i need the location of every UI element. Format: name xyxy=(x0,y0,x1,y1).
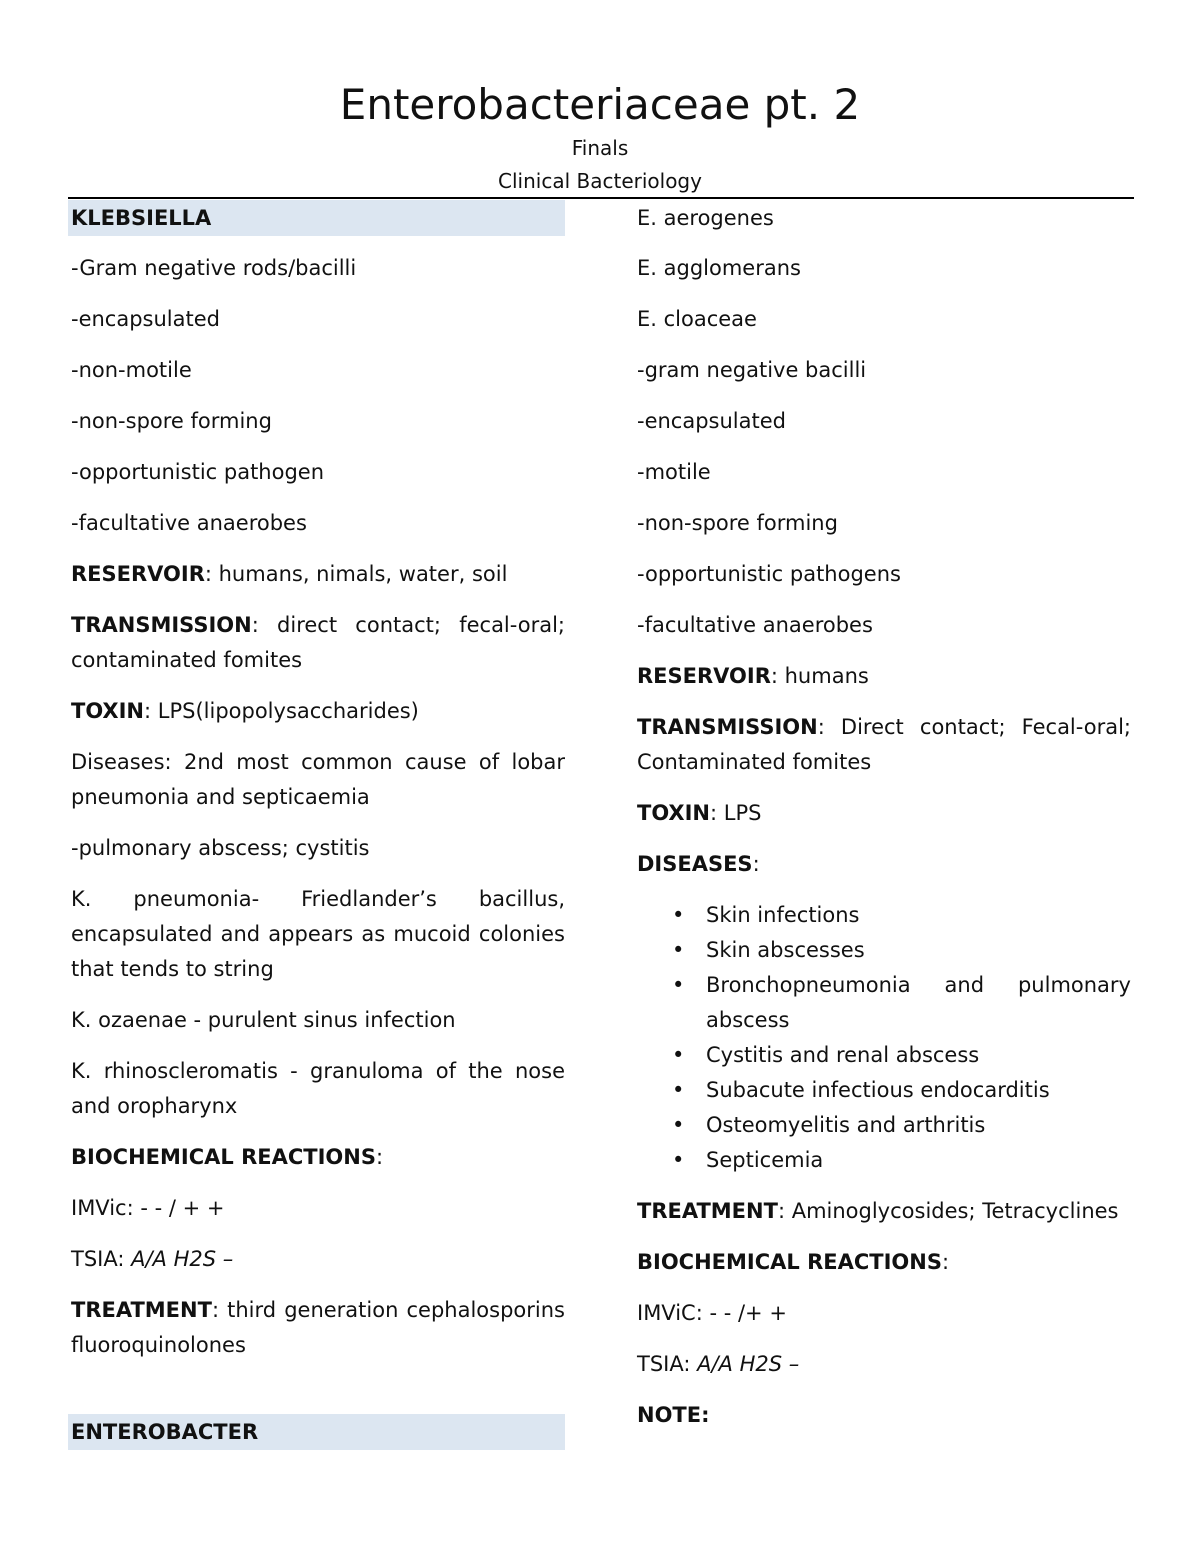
list-item: • Subacute infectious endocarditis xyxy=(634,1073,1131,1108)
diseases-label: DISEASES xyxy=(637,852,753,876)
trait-item: -encapsulated xyxy=(637,409,786,433)
transmission-value: : direct contact; fecal-oral; contaminated fomites xyxy=(71,613,565,672)
toxin-line xyxy=(634,796,1131,831)
treatment-line xyxy=(634,1194,1131,1229)
page-title: Enterobacteriaceae pt. 2 xyxy=(339,80,861,129)
trait-item: -non-motile xyxy=(71,358,192,382)
k-rhinoscleromatis-line: K. rhinoscleromatis - granuloma of the nose and oropharynx xyxy=(71,1059,565,1118)
transmission-value: : Direct contact; Fecal-oral; Contaminated fomites xyxy=(637,715,1131,774)
treatment-value: Aminoglycosides; Tetracyclines xyxy=(791,1199,1119,1223)
toxin-label: TOXIN xyxy=(71,699,145,723)
transmission-label: TRANSMISSION xyxy=(71,613,252,637)
bullet-icon: • xyxy=(672,973,685,997)
bullet-icon: • xyxy=(672,1043,685,1067)
biochem-label: BIOCHEMICAL REACTIONS xyxy=(71,1145,376,1169)
trait-item: -opportunistic pathogens xyxy=(637,562,901,586)
bullet-icon: • xyxy=(672,1113,685,1137)
reservoir-value: : humans, nimals, water, soil xyxy=(204,562,508,586)
reservoir-label: RESERVOIR xyxy=(71,562,205,586)
biochem-colon: : xyxy=(941,1250,950,1274)
bullet-icon: • xyxy=(672,1148,685,1172)
diseases-colon: : xyxy=(752,852,760,876)
reservoir-line xyxy=(634,659,1131,694)
biochem-line xyxy=(68,1140,565,1175)
list-item: • Skin abscesses xyxy=(634,933,1131,968)
left-column xyxy=(68,200,565,1465)
toxin-label: TOXIN xyxy=(637,801,711,825)
list-item: • Bronchopneumonia and pulmonary abscess xyxy=(634,968,1131,1038)
treatment-colon: : xyxy=(777,1199,786,1223)
tsia-line xyxy=(634,1347,1131,1382)
treatment-label: TREATMENT xyxy=(637,1199,778,1223)
list-item: • Septicemia xyxy=(634,1143,1131,1178)
tsia-value: A/A H2S – xyxy=(131,1247,234,1271)
species-item: E. aerogenes xyxy=(637,206,774,230)
disease-list xyxy=(634,898,1131,1178)
tsia-value: A/A H2S – xyxy=(697,1352,800,1376)
list-item: • Skin infections xyxy=(634,898,1131,933)
title-divider xyxy=(68,197,1134,199)
treatment-value: : third generation cephalosporins fluoroquinolones xyxy=(71,1298,565,1357)
list-item: • Osteomyelitis and arthritis xyxy=(634,1108,1131,1143)
trait-item: -opportunistic pathogen xyxy=(71,460,325,484)
trait-item: -gram negative bacilli xyxy=(637,358,867,382)
list-item: • Cystitis and renal abscess xyxy=(634,1038,1131,1073)
tsia-line xyxy=(68,1242,565,1277)
toxin-value: : LPS(lipopolysaccharides) xyxy=(144,699,419,723)
diseases-line: Diseases: 2nd most common cause of lobar pneumonia and septicaemia xyxy=(71,750,565,809)
trait-item: -encapsulated xyxy=(71,307,220,331)
trait-item: -facultative anaerobes xyxy=(637,613,873,637)
k-pneumonia-line: K. pneumonia- Friedlander’s bacillus, encapsulated and appears as mucoid colonies that tends to string xyxy=(71,887,565,981)
reservoir-line xyxy=(68,557,565,592)
biochem-label: BIOCHEMICAL REACTIONS xyxy=(637,1250,942,1274)
enterobacter-header: ENTEROBACTER xyxy=(68,1414,565,1450)
toxin-line xyxy=(68,694,565,729)
tsia-prefix: TSIA: xyxy=(637,1352,698,1376)
subtitle-finals: Finals xyxy=(571,136,629,160)
k-ozaenae-line: K. ozaenae - purulent sinus infection xyxy=(71,1008,456,1032)
transmission-label: TRANSMISSION xyxy=(637,715,818,739)
transmission-line xyxy=(634,710,1131,780)
klebsiella-header: KLEBSIELLA xyxy=(68,200,565,236)
right-column xyxy=(634,200,1131,1449)
treatment-line xyxy=(68,1293,565,1363)
species-item: E. agglomerans xyxy=(637,256,801,280)
bullet-icon: • xyxy=(672,903,685,927)
imvic-line: IMVic: - - / + + xyxy=(71,1196,225,1220)
reservoir-value: : humans xyxy=(770,664,869,688)
trait-item: -facultative anaerobes xyxy=(71,511,307,535)
species-item: E. cloaceae xyxy=(637,307,757,331)
reservoir-label: RESERVOIR xyxy=(637,664,771,688)
trait-item: -motile xyxy=(637,460,711,484)
pulmonary-line: -pulmonary abscess; cystitis xyxy=(71,836,370,860)
trait-item: -non-spore forming xyxy=(637,511,838,535)
biochem-line xyxy=(634,1245,1131,1280)
bullet-icon: • xyxy=(672,1078,685,1102)
trait-item: -Gram negative rods/bacilli xyxy=(71,256,357,280)
note-label: NOTE: xyxy=(637,1403,710,1427)
biochem-colon: : xyxy=(375,1145,384,1169)
imvic-line: IMViC: - - /+ + xyxy=(637,1301,787,1325)
bullet-icon: • xyxy=(672,938,685,962)
trait-item: -non-spore forming xyxy=(71,409,272,433)
subtitle-course: Clinical Bacteriology xyxy=(498,169,702,193)
diseases-heading xyxy=(634,847,1131,882)
transmission-line xyxy=(68,608,565,678)
toxin-value: : LPS xyxy=(710,801,762,825)
tsia-prefix: TSIA: xyxy=(71,1247,132,1271)
treatment-label: TREATMENT xyxy=(71,1298,212,1322)
